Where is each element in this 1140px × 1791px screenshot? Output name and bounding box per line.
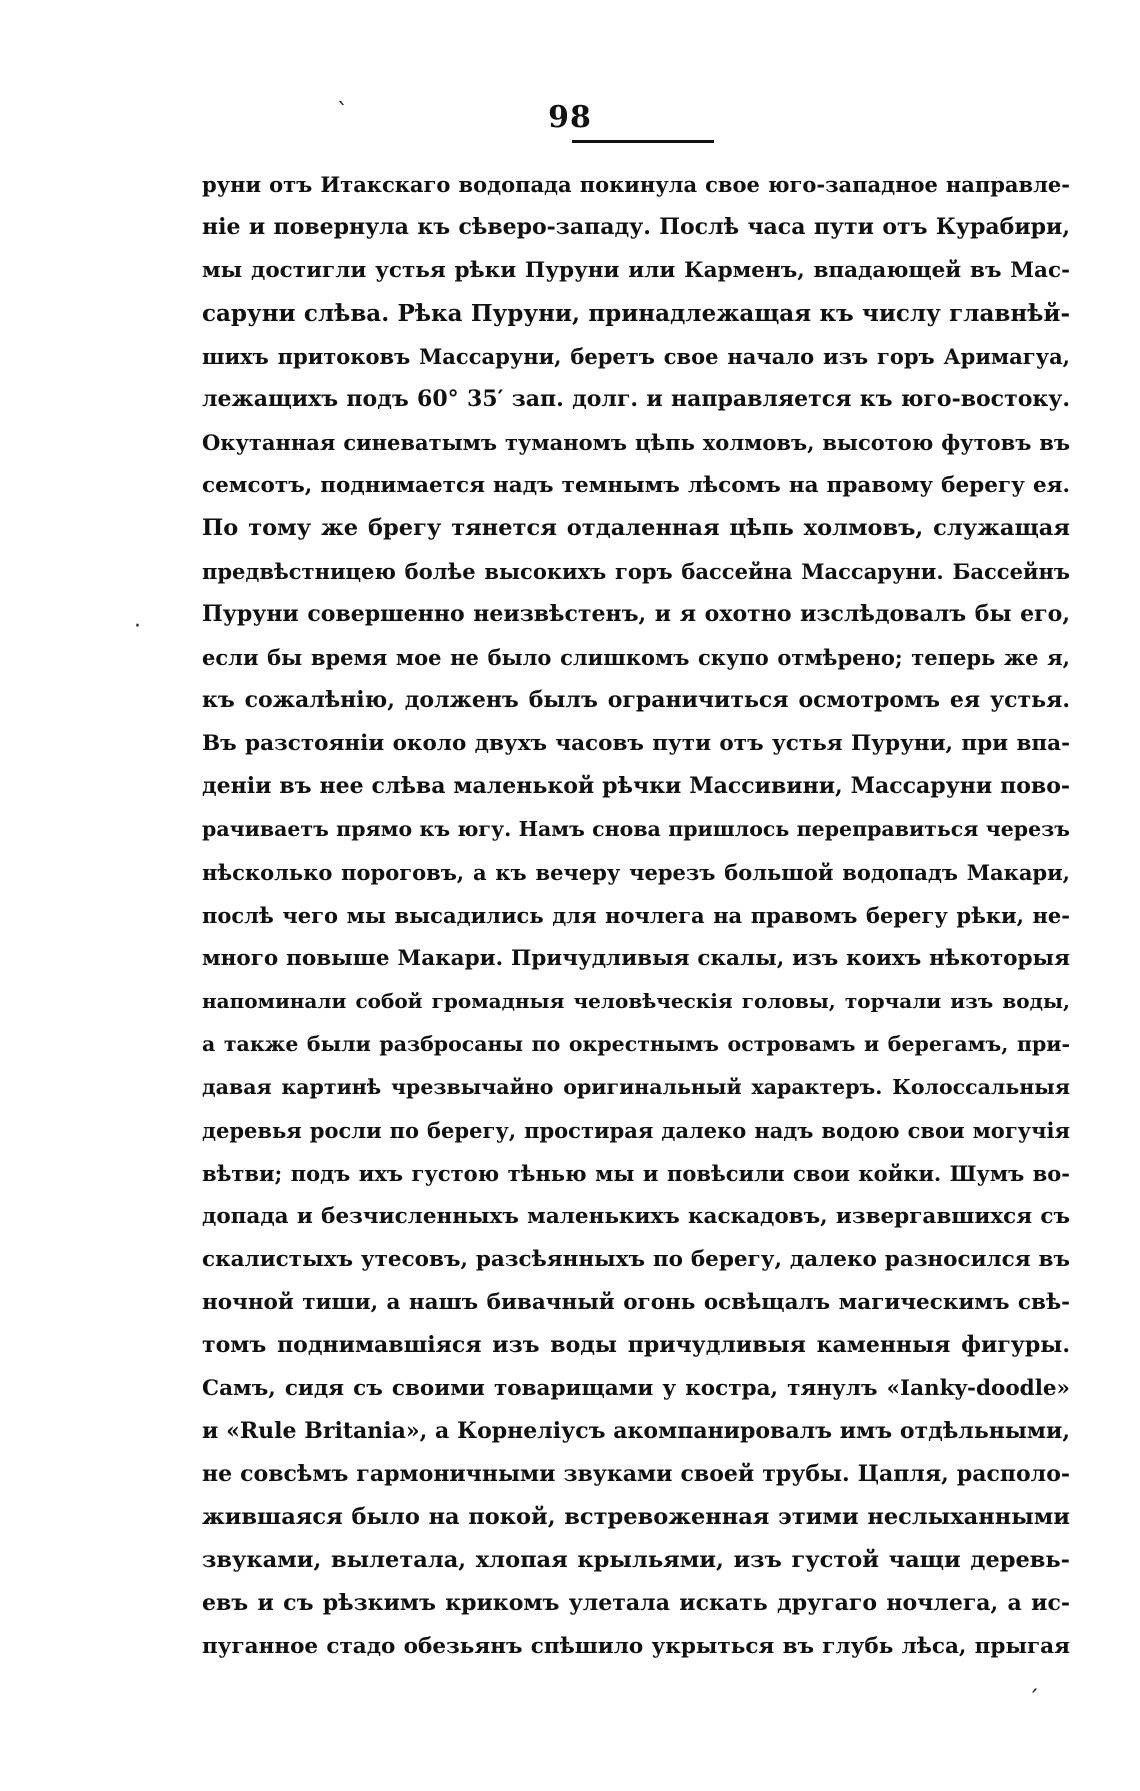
page-number-rule [572, 140, 714, 143]
text-line: нѣсколько пороговъ, а къ вечеру черезъ большой водопадъ Макари, [202, 860, 1070, 885]
text-line: Окутанная синеватымъ туманомъ цѣпь холмовъ, высотою футовъ въ [202, 430, 1070, 455]
text-line: Въ разстояніи около двухъ часовъ пути отъ устья Пуруни, при впа- [202, 731, 1070, 756]
text-line: томъ поднимавшіяся изъ воды причудливыя каменныя фигуры. [202, 1332, 1070, 1358]
text-line: пуганное стадо обезьянъ спѣшило укрыться въ глубь лѣса, прыгая [202, 1634, 1070, 1659]
text-line: руни отъ Итакскаго водопада покинула свое юго-западное направле- [202, 172, 1070, 197]
text-line: ночной тиши, а нашъ бивачный огонь освѣщалъ магическимъ свѣ- [202, 1290, 1070, 1315]
text-line: мы достигли устья рѣки Пуруни или Карменъ, впадающей въ Мас- [202, 258, 1070, 283]
text-line: не совсѣмъ гармоничными звуками своей трубы. Цапля, располо- [202, 1461, 1070, 1487]
text-line: шихъ притоковъ Массаруни, беретъ свое начало изъ горъ Аримагуа, [202, 344, 1070, 369]
text-line: жившаяся было на покой, встревоженная этими неслыханными [202, 1504, 1070, 1530]
text-line: деревья росли по берегу, простирая далеко надъ водою свои могучія [202, 1118, 1070, 1143]
text-line: послѣ чего мы высадились для ночлега на правомъ берегу рѣки, не- [202, 903, 1070, 928]
body-text [202, 163, 1070, 1668]
text-line: допада и безчисленныхъ маленькихъ каскадовъ, извергавшихся съ [202, 1204, 1070, 1229]
text-line: много повыше Макари. Причудливыя скалы, изъ коихъ нѣкоторыя [202, 946, 1070, 971]
text-line: семсотъ, поднимается надъ темнымъ лѣсомъ на правому берегу ея. [202, 473, 1070, 498]
text-line: предвѣстницею болѣе высокихъ горъ бассейна Массаруни. Бассейнъ [202, 559, 1070, 584]
ink-speck: · [134, 614, 141, 639]
text-line: скалистыхъ утесовъ, разсѣянныхъ по берегу, далеко разносился въ [202, 1247, 1070, 1272]
text-line: звуками, вылетала, хлопая крыльями, изъ густой чащи деревь- [202, 1547, 1070, 1573]
text-line: Самъ, сидя съ своими товарищами у костра, тянулъ «Іanky-doodle» [202, 1376, 1070, 1401]
text-line: лежащихъ подъ 60° 35′ зап. долг. и направляется къ юго-востоку. [202, 386, 1070, 412]
text-line: а также были разбросаны по окрестнымъ островамъ и берегамъ, при- [202, 1032, 1070, 1056]
text-line: давая картинѣ чрезвычайно оригинальный характеръ. Колоссальныя [202, 1075, 1070, 1099]
text-line: если бы время мое не было слишкомъ скупо отмѣрено; теперь же я, [202, 645, 1070, 670]
text-line: ніе и повернула къ сѣверо-западу. Послѣ часа пути отъ Курабири, [202, 214, 1070, 240]
page-number: 98 [548, 100, 592, 135]
text-line: и «Rule Britania», а Корнеліусъ акомпанировалъ имъ отдѣльными, [202, 1418, 1070, 1444]
ink-speck: ˋ [337, 100, 348, 125]
text-line: саруни слѣва. Рѣка Пуруни, принадлежащая къ числу главнѣй- [202, 300, 1070, 327]
text-line: По тому же брегу тянется отдаленная цѣпь холмовъ, служащая [202, 515, 1070, 541]
text-line: вѣтви; подъ ихъ густою тѣнью мы и повѣсили свои койки. Шумъ во- [202, 1161, 1070, 1186]
text-line: рачиваетъ прямо къ югу. Намъ снова пришлось переправиться черезъ [202, 817, 1070, 841]
text-line: напоминали собой громадныя человѣческія головы, торчали изъ воды, [202, 989, 1070, 1013]
text-line: къ сожалѣнію, долженъ былъ ограничиться осмотромъ ея устья. [202, 687, 1070, 713]
text-line: деніи въ нее слѣва маленькой рѣчки Массивини, Массаруни пово- [202, 773, 1070, 799]
ink-speck: ˏ [1028, 1668, 1039, 1693]
text-line: Пуруни совершенно неизвѣстенъ, и я охотно изслѣдовалъ бы его, [202, 601, 1070, 627]
text-line: евъ и съ рѣзкимъ крикомъ улетала искать другаго ночлега, а ис- [202, 1590, 1070, 1616]
